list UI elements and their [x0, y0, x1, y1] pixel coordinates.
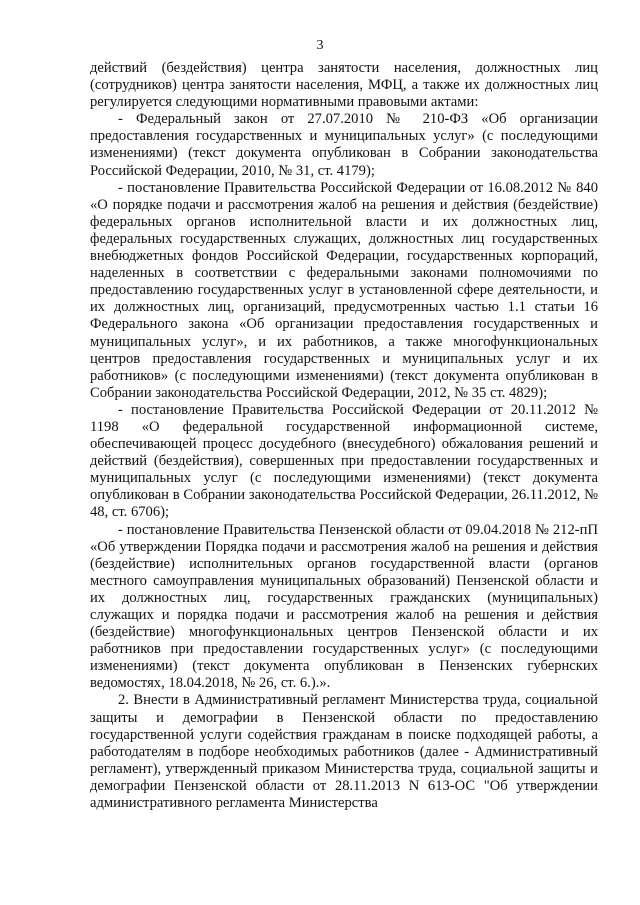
paragraph-decree-1198: - постановление Правительства Российской Федерации от 20.11.2012 № 1198 «О федеральной государственной информационной системе, обеспечивающей процесс досудебного (внесудебного) обжалования решений и действий (бездействия), совершенных при предоставлении государственных и муниципальных услуг (с последующими изменениями) (текст документа опубликован в Собрании законодательства Российской Федерации, 26.11.2012, № 48, ст. 6706); [90, 401, 598, 521]
document-body [90, 60, 598, 812]
paragraph-item-2: 2. Внести в Административный регламент Министерства труда, социальной защиты и демографии в Пензенской области по предоставлению государственной услуги содействия гражданам в поиске подходящей работы, а работодателям в подборе необходимых работников (далее - Административный регламент), утвержденный приказом Министерства труда, социальной защиты и демографии Пензенской области от 28.11.2013 N 613-ОС "Об утверждении административного регламента Министерства [90, 692, 598, 812]
paragraph-penza-decree-212: - постановление Правительства Пензенской области от 09.04.2018 № 212-пП «Об утверждении Порядка подачи и рассмотрения жалоб на решения и действия (бездействие) исполнительных органов государственной власти (органов местного самоуправления муниципальных образований) Пензенской области и их должностных лиц, государственных гражданских (муниципальных) служащих и порядка подачи и рассмотрения жалоб на решения и действия (бездействие) многофункциональных центров Пензенской области и их работников при предоставлении государственных услуг» (с последующими изменениями) (текст документа опубликован в Пензенских губернских ведомостях, 18.04.2018, № 26, ст. 6.).». [90, 521, 598, 692]
page-number: 3 [316, 38, 324, 53]
paragraph-decree-840: - постановление Правительства Российской Федерации от 16.08.2012 № 840 «О порядке подачи и рассмотрения жалоб на решения и действия (бездействие) федеральных органов исполнительной власти и их должностных лиц, федеральных государственных служащих, должностных лиц государственных внебюджетных фондов Российской Федерации, государственных корпораций, наделенных в соответствии с федеральными законами полномочиями по предоставлению государственных услуг в установленной сфере деятельности, и их должностных лиц, организаций, предусмотренных частью 1.1 статьи 16 Федерального закона «Об организации предоставления государственных и муниципальных услуг», и их работников, а также многофункциональных центров предоставления государственных и муниципальных услуг и их работников» (с последующими изменениями) (текст документа опубликован в Собрании законодательства Российской Федерации, 2012, № 35 ст. 4829); [90, 179, 598, 401]
paragraph-intro: действий (бездействия) центра занятости населения, должностных лиц (сотрудников) центра занятости населения, МФЦ, а также их должностных лиц регулируется следующими нормативными правовыми актами: [90, 60, 598, 111]
paragraph-federal-law-210: - Федеральный закон от 27.07.2010 № 210-ФЗ «Об организации предоставления государственных и муниципальных услуг» (с последующими изменениями) (текст документа опубликован в Собрании законодательства Российской Федерации, 2010, № 31, ст. 4179); [90, 111, 598, 179]
